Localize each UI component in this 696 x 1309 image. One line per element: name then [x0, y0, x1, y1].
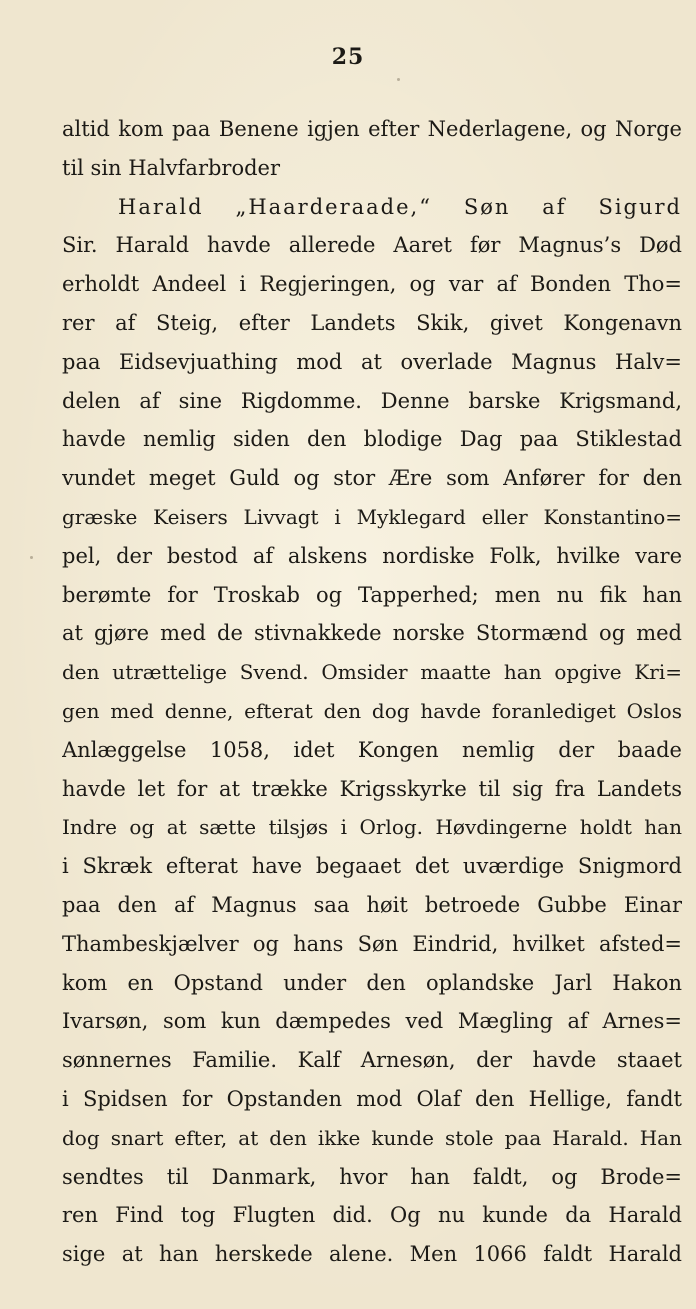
text-line: kom en Opstand under den oplandske Jarl Hakon — [62, 970, 682, 995]
text-line: sige at han herskede alene. Men 1066 faldt Harald — [62, 1242, 682, 1267]
text-line: Thambeskjælver og hans Søn Eindrid, hvilket afsted= — [62, 931, 682, 956]
paper-speck — [397, 78, 400, 81]
text-line: Ivarsøn, som kun dæmpedes ved Mægling af Arnes= — [62, 1009, 682, 1034]
text-line: den utrættelige Svend. Omsider maatte han opgive Kri= — [62, 660, 682, 685]
text-line: sønnernes Familie. Kalf Arnesøn, der havde staaet — [62, 1048, 682, 1073]
text-line: ren Find tog Flugten did. Og nu kunde da Harald — [62, 1203, 682, 1228]
text-line: erholdt Andeel i Regjeringen, og var af Bonden Tho= — [62, 272, 682, 297]
paper-speck — [30, 556, 33, 559]
text-line: Harald „Haarderaade,“ Søn af Sigurd — [118, 194, 682, 219]
paper-speck — [237, 1218, 240, 1221]
text-line: græske Keisers Livvagt i Myklegard eller Konstantino= — [62, 504, 682, 529]
text-line: Anlæggelse 1058, idet Kongen nemlig der baade — [62, 737, 682, 762]
text-line: altid kom paa Benene igjen efter Nederlagene, og Norge — [62, 117, 682, 141]
text-line: delen af sine Rigdomme. Denne barske Krigsmand, — [62, 388, 682, 413]
text-line: dog snart efter, at den ikke kunde stole paa Harald. Han — [62, 1125, 682, 1150]
text-line: Indre og at sætte tilsjøs i Orlog. Høvdingerne holdt han — [62, 815, 682, 840]
page-number: 25 — [331, 44, 365, 70]
text-line: gen med denne, efterat den dog havde foranlediget Oslos — [62, 698, 682, 723]
text-line: pel, der bestod af alskens nordiske Folk, hvilke vare — [62, 543, 682, 568]
text-line: til sin Halvfarbroder — [62, 155, 281, 180]
text-line: paa Eidsevjuathing mod at overlade Magnus Halv= — [62, 349, 682, 374]
body-text — [62, 110, 682, 1274]
text-line: vundet meget Guld og stor Ære som Anfører for den — [62, 466, 682, 491]
text-line: i Skræk efterat have begaaet det uværdige Snigmord — [62, 854, 682, 879]
text-line: at gjøre med de stivnakkede norske Stormænd og med — [62, 621, 682, 646]
text-line: i Spidsen for Opstanden mod Olaf den Hellige, fandt — [62, 1086, 682, 1111]
text-line: havde nemlig siden den blodige Dag paa Stiklestad — [62, 427, 682, 452]
text-line: rer af Steig, efter Landets Skik, givet Kongenavn — [62, 310, 682, 335]
text-line: berømte for Troskab og Tapperhed; men nu fik han — [62, 582, 682, 607]
text-line: paa den af Magnus saa høit betroede Gubbe Einar — [62, 892, 682, 917]
text-line: Sir. Harald havde allerede Aaret før Magnus’s Død — [62, 233, 682, 258]
text-line: havde let for at trække Krigsskyrke til sig fra Landets — [62, 776, 682, 801]
text-line: sendtes til Danmark, hvor han faldt, og Brode= — [62, 1164, 682, 1189]
